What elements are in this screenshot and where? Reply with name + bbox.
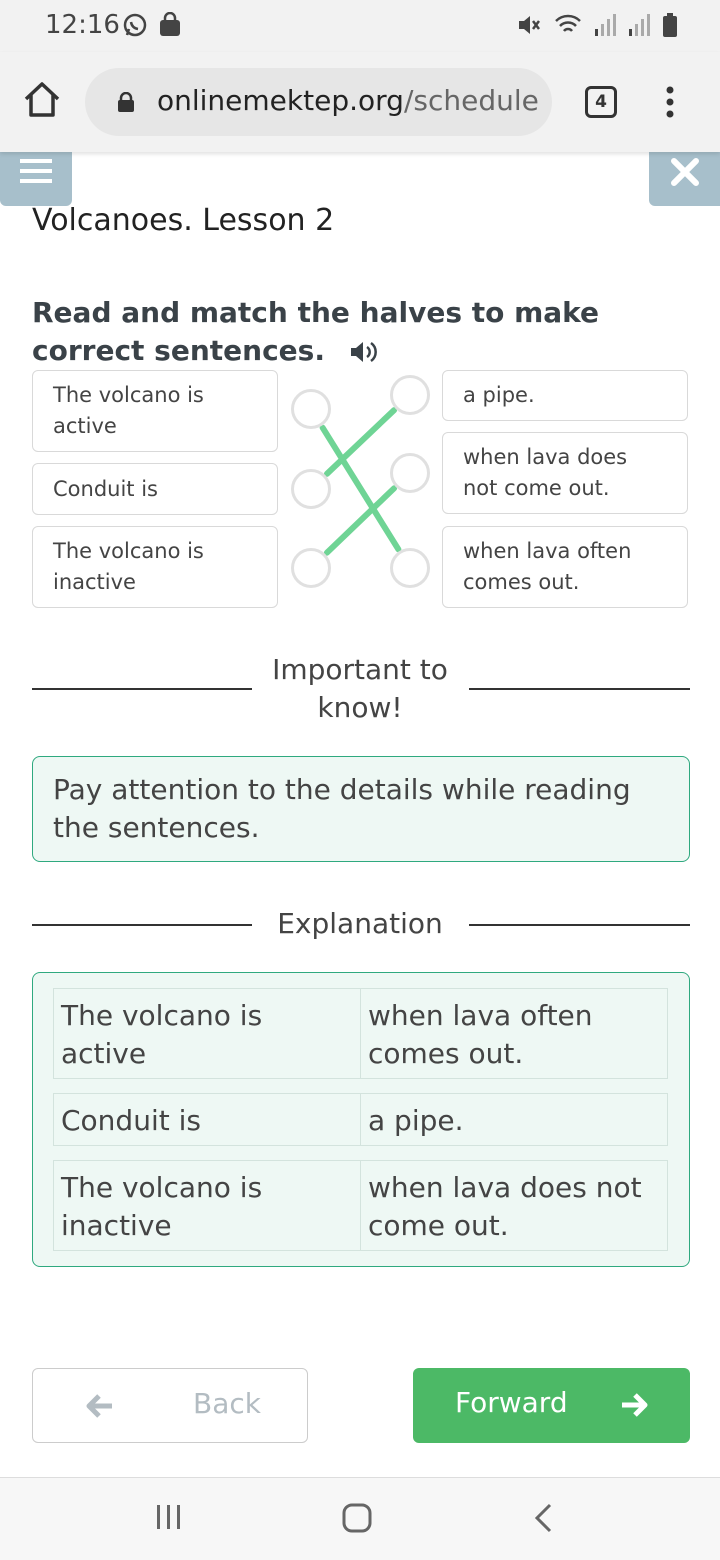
lesson-close-button[interactable] bbox=[649, 152, 720, 206]
right-card-1[interactable] bbox=[442, 370, 688, 421]
right-node-2[interactable] bbox=[390, 453, 430, 493]
table-cell: when lava often comes out. bbox=[360, 988, 668, 1079]
hamburger-icon bbox=[0, 152, 72, 206]
explanation-heading: Explanation bbox=[277, 907, 443, 940]
left-card-2[interactable] bbox=[32, 463, 278, 515]
speaker-icon[interactable] bbox=[349, 339, 379, 365]
mute-icon bbox=[516, 12, 542, 38]
right-card-text: a pipe. bbox=[463, 383, 535, 407]
url-text bbox=[157, 84, 539, 117]
battery-icon bbox=[662, 12, 678, 38]
important-heading: Important to know! bbox=[272, 653, 448, 724]
left-card-text: Conduit is bbox=[53, 476, 158, 501]
recent-apps-icon[interactable] bbox=[155, 1503, 183, 1531]
home-nav-icon[interactable] bbox=[341, 1502, 373, 1534]
left-card-text: The volcano is inactive bbox=[53, 539, 204, 594]
left-node-3[interactable] bbox=[291, 548, 331, 588]
match-line-3 bbox=[327, 488, 394, 553]
system-nav-bar bbox=[0, 1477, 720, 1560]
back-label: Back bbox=[193, 1387, 261, 1420]
divider-line bbox=[469, 688, 690, 690]
table-cell: The volcano is active bbox=[53, 988, 361, 1079]
home-icon bbox=[22, 80, 62, 120]
browser-toolbar bbox=[0, 52, 720, 152]
lock-icon bbox=[117, 92, 135, 112]
signal-icon bbox=[594, 13, 616, 37]
left-node-1[interactable] bbox=[291, 389, 331, 429]
browser-menu-button[interactable] bbox=[660, 82, 680, 122]
url-path: /schedule bbox=[403, 84, 539, 117]
match-line-1 bbox=[323, 428, 399, 550]
status-left-icons bbox=[122, 12, 182, 38]
right-card-text: when lava does not come out. bbox=[463, 445, 628, 500]
table-cell: The volcano is inactive bbox=[53, 1160, 361, 1251]
status-time: 12:16 bbox=[45, 10, 120, 40]
right-card-2[interactable] bbox=[442, 432, 688, 514]
divider-line bbox=[469, 924, 690, 926]
divider-line bbox=[32, 688, 252, 690]
arrow-left-icon bbox=[86, 1393, 114, 1419]
close-icon bbox=[649, 152, 720, 206]
back-button[interactable] bbox=[32, 1368, 308, 1443]
right-node-1[interactable] bbox=[390, 375, 430, 415]
url-domain: onlinemektep.org bbox=[157, 84, 404, 117]
left-card-3[interactable] bbox=[32, 526, 278, 608]
task-instruction bbox=[32, 294, 682, 370]
task-title-text: Read and match the halves to make correct sentences. bbox=[32, 296, 600, 367]
forward-label: Forward bbox=[455, 1386, 568, 1419]
back-nav-icon[interactable] bbox=[533, 1502, 555, 1534]
more-vert-icon bbox=[660, 82, 680, 122]
divider-line bbox=[32, 924, 252, 926]
wifi-icon bbox=[554, 12, 582, 38]
table-cell: when lava does not come out. bbox=[360, 1160, 668, 1251]
right-card-text: when lava often comes out. bbox=[463, 539, 632, 594]
left-card-text: The volcano is active bbox=[53, 383, 204, 438]
table-cell: Conduit is bbox=[53, 1093, 361, 1146]
lesson-title: Volcanoes. Lesson 2 bbox=[32, 203, 335, 238]
status-bar bbox=[0, 0, 720, 52]
forward-button[interactable] bbox=[413, 1368, 690, 1443]
important-text: Pay attention to the details while reading the sentences. bbox=[53, 773, 631, 844]
left-card-1[interactable] bbox=[32, 370, 278, 452]
home-button[interactable] bbox=[22, 80, 62, 120]
whatsapp-icon bbox=[122, 12, 148, 38]
tabs-button[interactable]: 4 bbox=[585, 86, 617, 118]
important-info-box bbox=[32, 756, 690, 862]
right-card-3[interactable] bbox=[442, 526, 688, 608]
match-line-2 bbox=[327, 410, 394, 474]
signal-icon bbox=[628, 13, 650, 37]
url-bar[interactable] bbox=[85, 68, 552, 136]
lesson-menu-button[interactable] bbox=[0, 152, 72, 206]
arrow-right-icon bbox=[620, 1392, 648, 1418]
status-right-icons bbox=[516, 12, 678, 38]
table-cell: a pipe. bbox=[360, 1093, 668, 1146]
right-node-3[interactable] bbox=[390, 548, 430, 588]
left-node-2[interactable] bbox=[291, 469, 331, 509]
bag-icon bbox=[158, 12, 182, 38]
